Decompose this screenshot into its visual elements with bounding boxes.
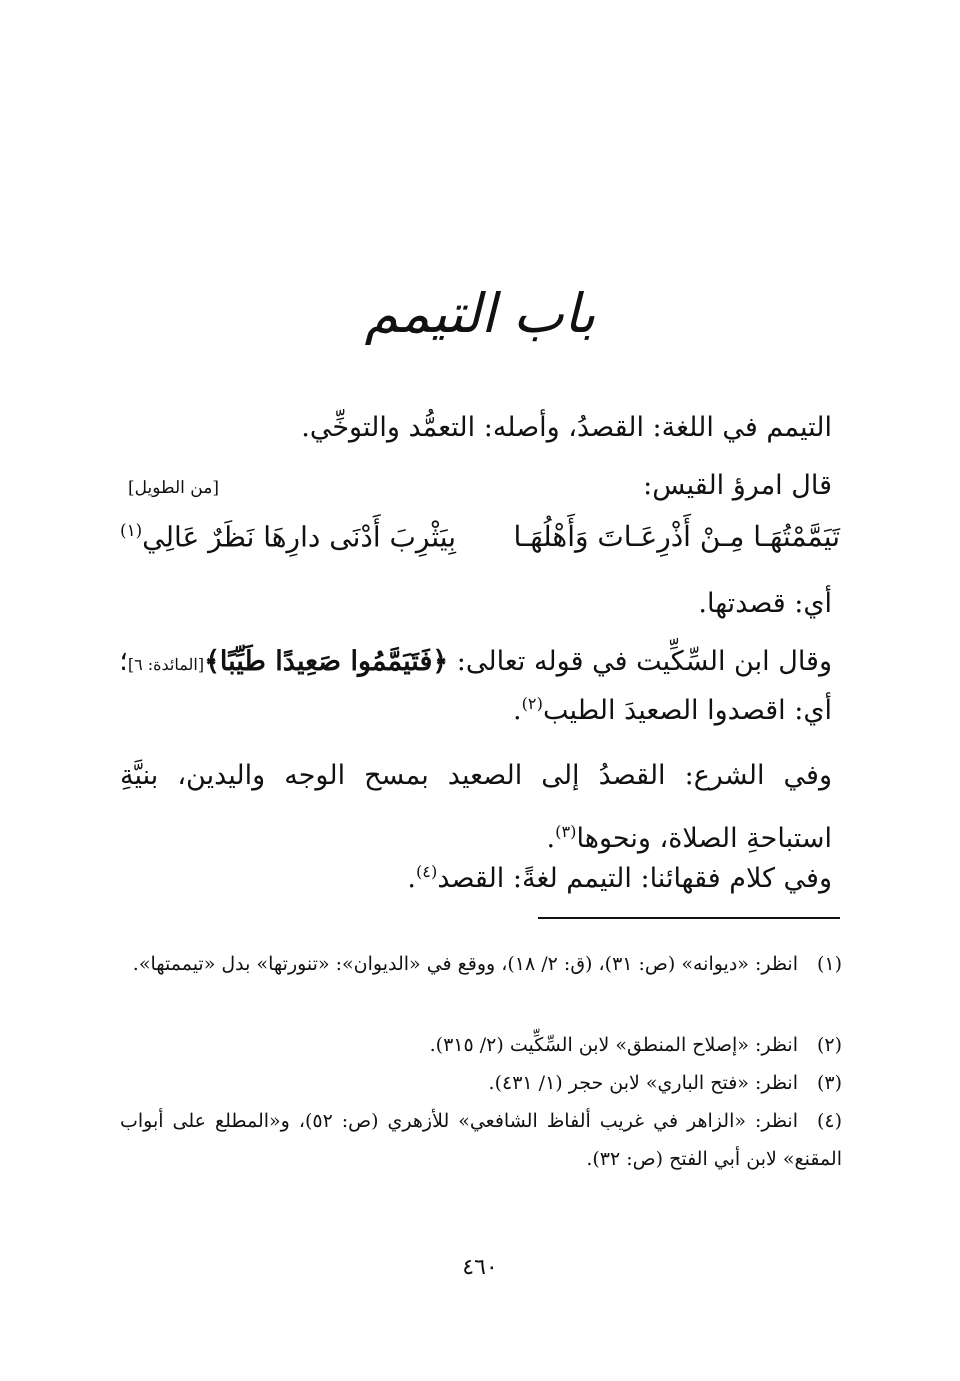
footnote-1 <box>120 945 842 983</box>
footnote-2-text: انظر: «إصلاح المنطق» لابن السِّكِّيت (٢/ ٣١٥). <box>429 1034 798 1056</box>
footnote-2 <box>120 1026 842 1064</box>
footnote-marker-1: (١) <box>120 520 143 540</box>
text-line-2: قال امرؤ القيس: <box>643 470 832 501</box>
footnote-marker-3: (٣) <box>555 822 577 841</box>
text-line-4-end: ؛ <box>119 646 128 677</box>
footnote-2-number: (٢) <box>816 1034 842 1056</box>
footnote-1-number: (١) <box>816 953 842 975</box>
text-paragraph-6 <box>120 748 832 867</box>
quran-reference: [المائدة: ٦] <box>127 655 205 674</box>
poem-hemistich-1: تَيَمَّمْتُهَـا مِـنْ أَذْرِعَـاتَ وَأَهْلُهَـا <box>513 520 840 553</box>
footnote-marker-4: (٤) <box>415 862 438 881</box>
poem-hemistich-2 <box>120 520 456 553</box>
text-line-5-body: أي: اقصدوا الصعيدَ الطيب <box>542 695 832 726</box>
quran-verse: ﴿فَتَيَمَّمُوا صَعِيدًا طَيِّبًا﴾ <box>204 646 449 677</box>
text-line-7-end: . <box>407 863 416 894</box>
footnote-4 <box>120 1102 842 1178</box>
text-paragraph-6-body: وفي الشرع: القصدُ إلى الصعيد بمسح الوجه واليدين، بنيَّةِ استباحةِ الصلاة، ونحوها <box>120 760 832 854</box>
footnote-separator <box>538 917 840 919</box>
text-line-4 <box>119 646 832 677</box>
footnote-marker-2: (٢) <box>521 694 543 713</box>
footnote-1-text: انظر: «ديوانه» (ص: ٣١)، (ق: ٢/ ١٨)، ووقع في «الديوان»: «تنورتها» بدل «تيممتها». <box>132 953 798 975</box>
text-paragraph-6-end: . <box>546 823 556 854</box>
footnote-3-number: (٣) <box>816 1072 842 1094</box>
text-line-7-body: وفي كلام فقهائنا: التيمم لغةً: القصد <box>437 863 832 894</box>
footnote-3 <box>120 1064 842 1102</box>
text-line-5-end: . <box>513 695 522 726</box>
meter-label: [من الطويل] <box>128 478 219 498</box>
text-line-1: التيمم في اللغة: القصدُ، وأصله: التعمُّد والتوخِّي. <box>301 412 832 443</box>
text-line-3: أي: قصدتها. <box>698 588 832 619</box>
footnote-4-number: (٤) <box>816 1110 842 1132</box>
footnote-3-text: انظر: «فتح الباري» لابن حجر (١/ ٤٣١). <box>488 1072 798 1094</box>
poem-hemistich-2-text: بِيَثْرِبَ أَدْنَى دارِهَا نَظَرٌ عَالِي <box>142 520 457 554</box>
text-line-5 <box>513 694 832 726</box>
chapter-title: باب التيمم <box>364 282 596 345</box>
footnote-4-text: انظر: «الزاهر في غريب ألفاظ الشافعي» للأزهري (ص: ٥٢)، و«المطلع على أبواب المقنع» لابن أبي الفتح (ص: ٣٢). <box>120 1110 842 1170</box>
text-line-4-intro: وقال ابن السِّكِّيت في قوله تعالى: <box>448 646 832 677</box>
page-number: ٤٦٠ <box>462 1255 498 1280</box>
text-line-7 <box>407 862 832 894</box>
